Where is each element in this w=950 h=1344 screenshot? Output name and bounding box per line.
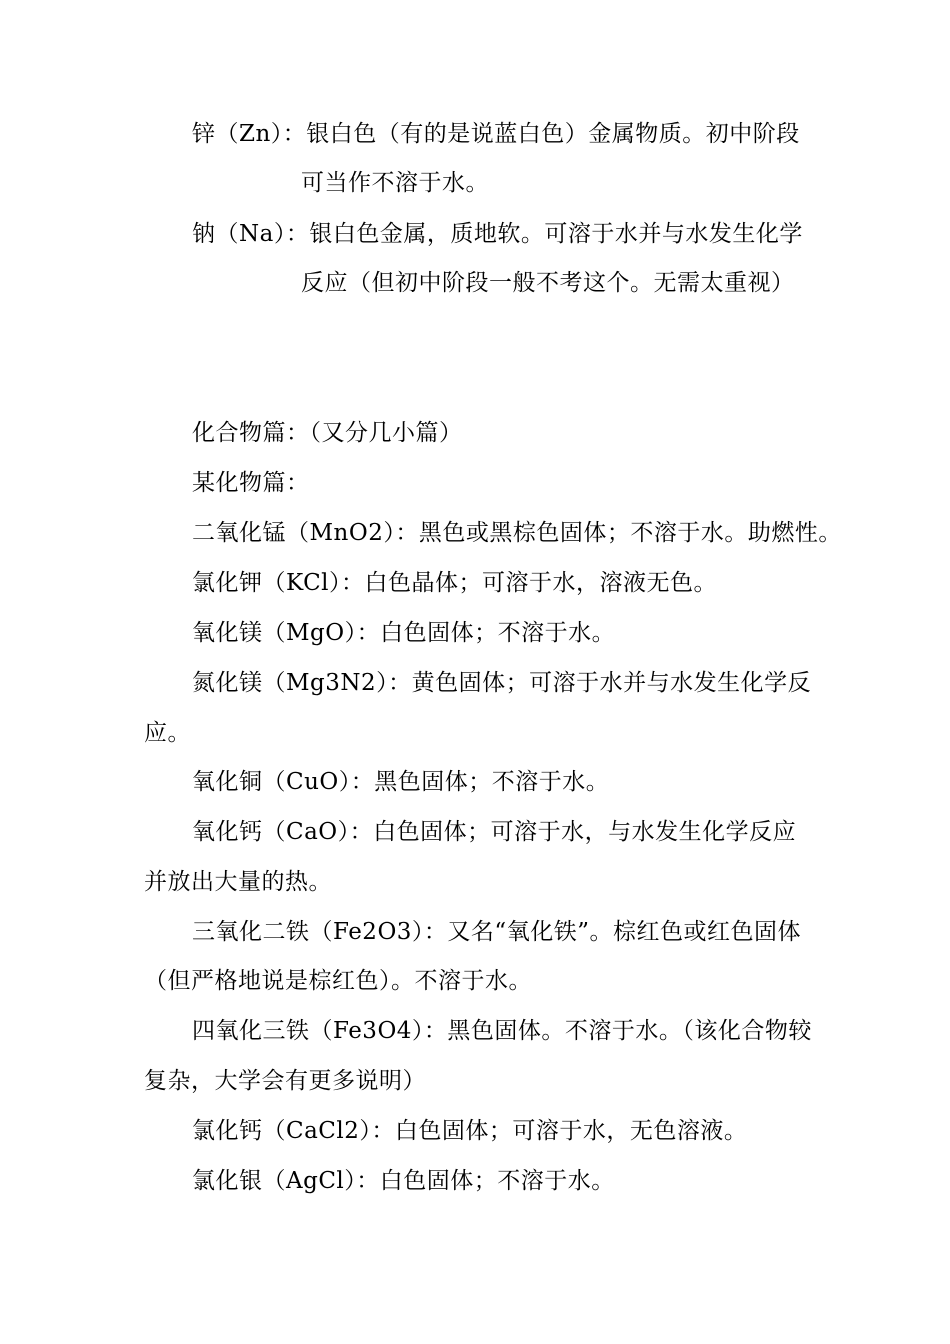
compound-entry-fe3o4-continued: 复杂，大学会有更多说明）: [144, 1068, 426, 1094]
subsection-title: 某化物篇：: [192, 470, 310, 496]
compound-entry-cacl2: 氯化钙（CaCl2）：白色固体；可溶于水，无色溶液。: [192, 1118, 748, 1144]
compound-entry-fe2o3: 三氧化二铁（Fe2O3）：又名“氧化铁”。棕红色或红色固体: [192, 919, 801, 945]
compound-entry-mg3n2-continued: 应。: [144, 720, 191, 746]
metal-entry-zinc-continued: 可当作不溶于水。: [301, 170, 489, 196]
metal-entry-sodium: [192, 219, 803, 249]
compound-entry-cao-continued: 并放出大量的热。: [144, 869, 332, 895]
section-title: 化合物篇：（又分几小篇）: [192, 420, 463, 446]
compound-entry-fe3o4: 四氧化三铁（Fe3O4）：黑色固体。不溶于水。（该化合物较: [192, 1018, 812, 1044]
compound-entry-cuo: 氧化铜（CuO）：黑色固体；不溶于水。: [192, 769, 610, 795]
metal-entry-zinc: [192, 119, 800, 149]
compound-entry-mgo: 氧化镁（MgO）：白色固体；不溶于水。: [192, 620, 616, 646]
metal-description: 银白色金属，质地软。可溶于水并与水发生化学: [309, 221, 803, 247]
compound-entry-agcl: 氯化银（AgCl）：白色固体；不溶于水。: [192, 1168, 615, 1194]
metal-entry-sodium-continued: 反应（但初中阶段一般不考这个。无需太重视）: [301, 270, 795, 296]
compound-entry-mg3n2: 氮化镁（Mg3N2）：黄色固体；可溶于水并与水发生化学反: [192, 670, 812, 696]
compound-entry-kcl: 氯化钾（KCl）：白色晶体；可溶于水，溶液无色。: [192, 570, 718, 596]
compound-entry-cao: 氧化钙（CaO）：白色固体；可溶于水，与水发生化学反应: [192, 819, 797, 845]
metal-label: 钠（Na）：: [192, 221, 310, 247]
metal-description: 银白色（有的是说蓝白色）金属物质。初中阶段: [306, 121, 800, 147]
compound-entry-mno2: 二氧化锰（MnO2）：黑色或黑棕色固体；不溶于水。助燃性。: [192, 520, 842, 546]
compound-entry-fe2o3-continued: （但严格地说是棕红色）。不溶于水。: [144, 968, 532, 994]
metal-label: 锌（Zn）：: [192, 121, 307, 147]
